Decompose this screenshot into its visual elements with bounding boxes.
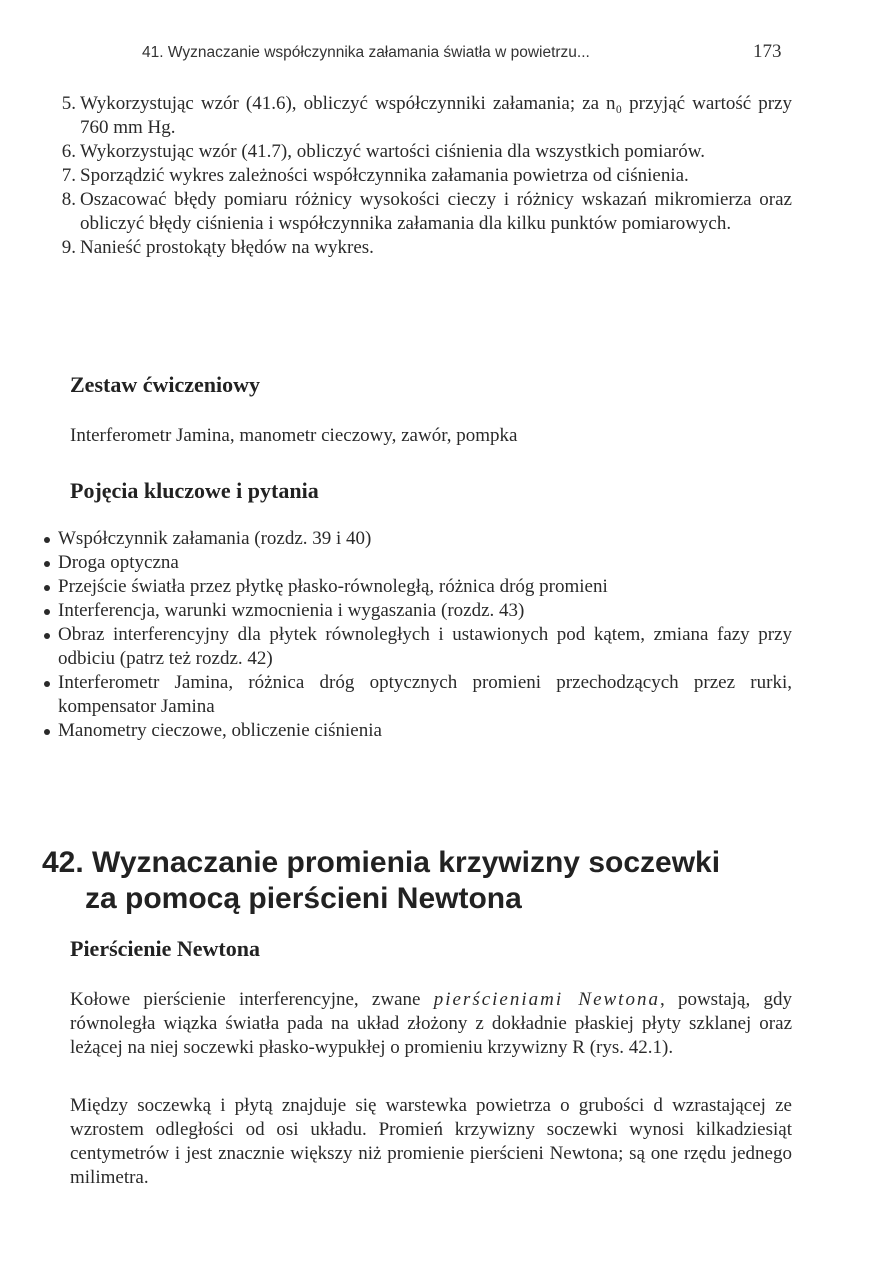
key-concepts-heading: Pojęcia kluczowe i pytania xyxy=(70,478,319,503)
step-number: 5. xyxy=(61,93,76,114)
step-item xyxy=(50,140,792,164)
paragraph-1 xyxy=(70,988,792,1060)
step-item xyxy=(50,236,792,260)
step-text: Wykorzystując wzór (41.6), obliczyć współczynniki załamania; za n₀ przyjąć wartość przy 760 mm Hg. xyxy=(80,93,792,138)
step-item xyxy=(50,188,792,236)
procedure-steps xyxy=(50,92,792,260)
list-item: Współczynnik załamania (rozdz. 39 i 40) xyxy=(40,527,792,551)
list-item: Obraz interferencyjny dla płytek równoległych i ustawionych pod kątem, zmiana fazy przy odbiciu (patrz też rozdz. 42) xyxy=(40,623,792,671)
step-number: 6. xyxy=(61,141,76,162)
step-text: Sporządzić wykres zależności współczynnika załamania powietrza od ciśnienia. xyxy=(80,165,689,186)
list-item: Droga optyczna xyxy=(40,551,792,575)
paragraph-1-start: Kołowe pierścienie interferencyjne, zwane xyxy=(70,989,434,1010)
step-item xyxy=(50,92,792,140)
step-number: 7. xyxy=(61,165,76,186)
paragraph-1-end: , powstają, gdy równoległa wiązka światła pada na układ złożony z dokładnie płaskiej płyty szklanej oraz leżącej na niej soczewki płasko-wypukłej o promieniu krzywizny R (rys. 42.1). xyxy=(70,989,792,1058)
chapter-title xyxy=(42,845,720,917)
list-item: Interferometr Jamina, różnica dróg optycznych promieni przechodzących przez rurki, kompensator Jamina xyxy=(40,671,792,719)
page-number: 173 xyxy=(753,41,782,62)
chapter-title-line2: za pomocą pierścieni Newtona xyxy=(85,882,522,915)
paragraph-2: Między soczewką i płytą znajduje się warstewka powietrza o grubości d wzrastającej ze wzrostem odległości od osi układu. Promień krzywizny soczewki wynosi kilkadziesiąt centymetrów i jest znacznie większy niż promienie pierścieni Newtona; są one rzędu jednego milimetra. xyxy=(70,1095,792,1188)
step-item xyxy=(50,164,792,188)
key-concepts-list xyxy=(40,527,792,743)
list-item: Przejście światła przez płytkę płasko-równoległą, różnica dróg promieni xyxy=(40,575,792,599)
chapter-title-line1: 42. Wyznaczanie promienia krzywizny soczewki xyxy=(42,846,721,879)
list-item: Manometry cieczowe, obliczenie ciśnienia xyxy=(40,719,792,743)
italic-term: pierścieniami Newtona xyxy=(433,989,660,1010)
step-number: 9. xyxy=(61,237,76,258)
equipment-heading: Zestaw ćwiczeniowy xyxy=(70,372,261,397)
step-text: Oszacować błędy pomiaru różnicy wysokości cieczy i różnicy wskazań mikromierza oraz obliczyć błędy ciśnienia i współczynnika załamania dla kilku punktów pomiarowych. xyxy=(80,189,792,234)
running-header: 41. Wyznaczanie współczynnika załamania światła w powietrzu... xyxy=(142,44,590,61)
equipment-text: Interferometr Jamina, manometr cieczowy, zawór, pompka xyxy=(70,425,518,446)
step-text: Wykorzystując wzór (41.7), obliczyć wartości ciśnienia dla wszystkich pomiarów. xyxy=(80,141,705,162)
step-text: Nanieść prostokąty błędów na wykres. xyxy=(80,237,374,258)
section-heading: Pierścienie Newtona xyxy=(70,936,260,961)
step-number: 8. xyxy=(61,189,76,210)
list-item: Interferencja, warunki wzmocnienia i wygaszania (rozdz. 43) xyxy=(40,599,792,623)
